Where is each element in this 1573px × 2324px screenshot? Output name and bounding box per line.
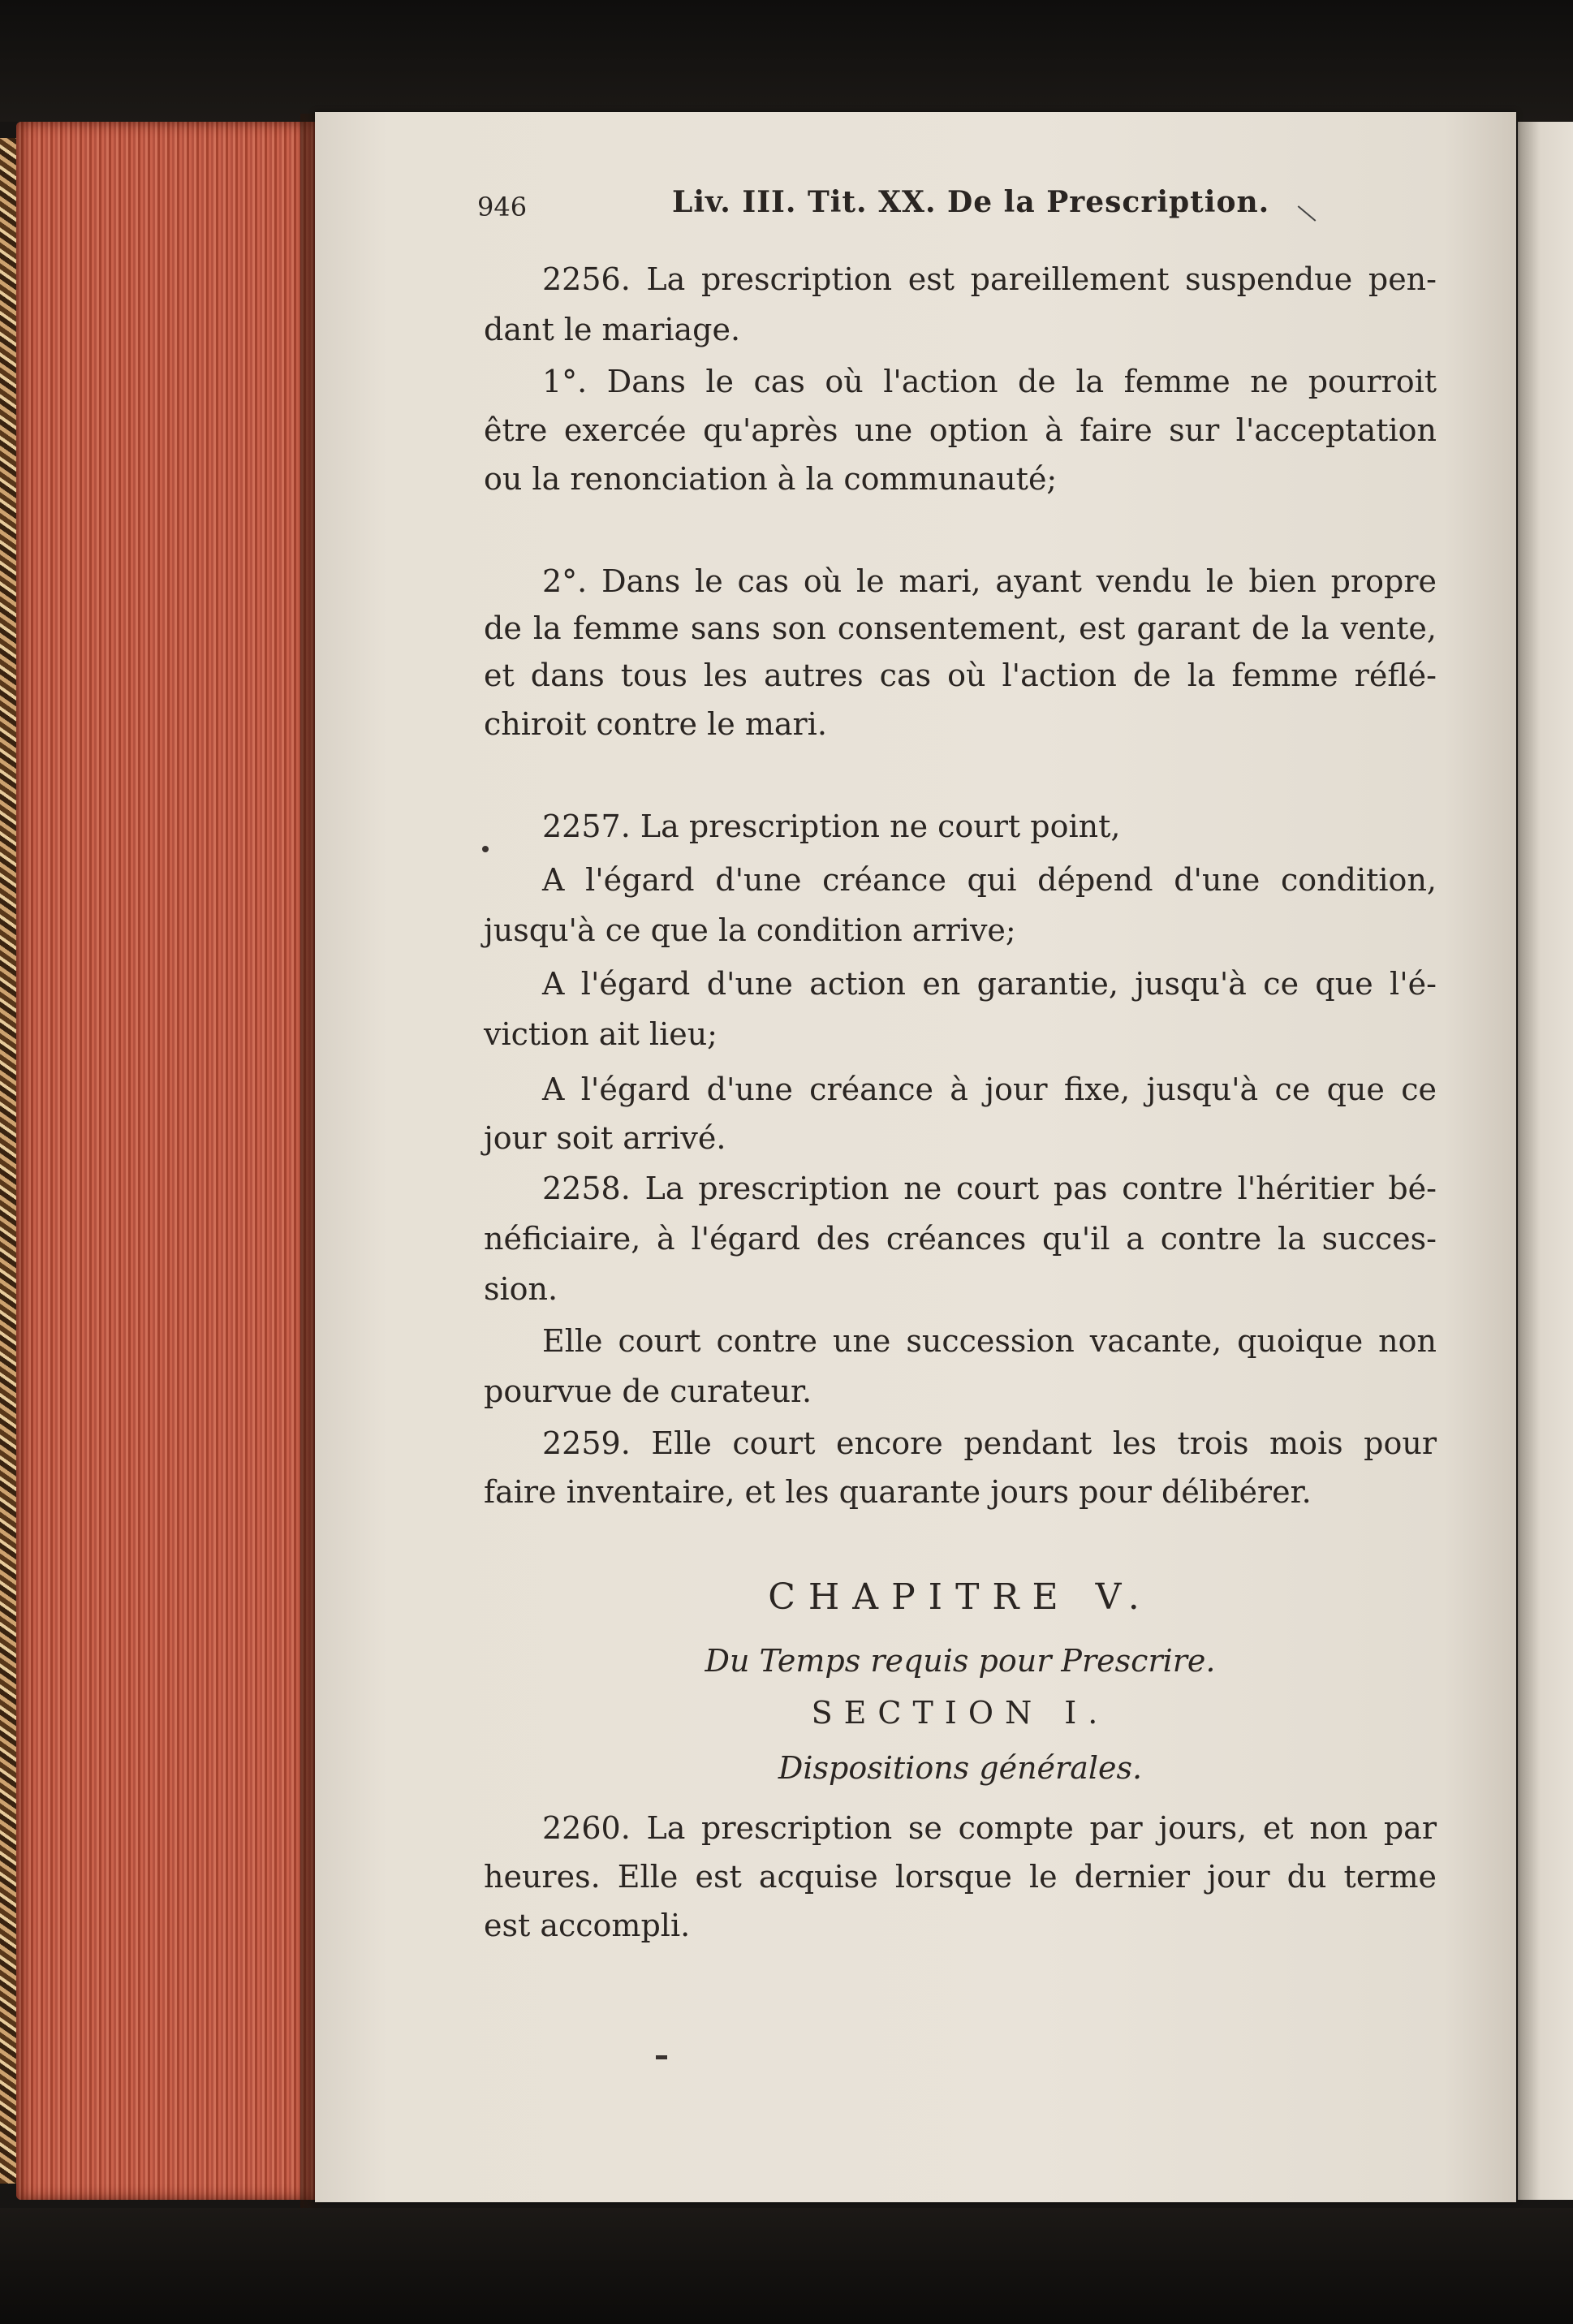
text-line: faire inventaire, et les quarante jours pour délibérer. [484, 1474, 1312, 1510]
text-line: 2259. Elle court encore pendant les trois mois pour [542, 1425, 1437, 1461]
text-line: A l'égard d'une créance à jour fixe, jusqu'à ce que ce [542, 1071, 1437, 1107]
text-line: sion. [484, 1271, 558, 1307]
text-line: 2258. La prescription ne court pas contre l'héritier bé- [542, 1171, 1437, 1206]
text-line: pourvue de curateur. [484, 1373, 812, 1409]
ink-dash [656, 2055, 667, 2059]
text-line: A l'égard d'une action en garantie, jusqu'à ce que l'é- [542, 966, 1437, 1002]
text-line: 2°. Dans le cas où le mari, ayant vendu le bien propre [542, 563, 1437, 599]
text-line: heures. Elle est acquise lorsque le dernier jour du terme [484, 1859, 1437, 1895]
text-line: être exercée qu'après une option à faire sur l'acceptation [484, 412, 1437, 448]
background-bottom [0, 2208, 1573, 2324]
text-line: 2260. La prescription se compte par jours, et non par [542, 1810, 1437, 1846]
text-line: 2256. La prescription est pareillement suspendue pen- [542, 261, 1437, 297]
text-line: viction ait lieu; [484, 1016, 718, 1052]
text-line: 1°. Dans le cas où l'action de la femme ne pourroit [542, 364, 1437, 399]
text-line: de la femme sans son consentement, est garant de la vente, [484, 610, 1437, 646]
running-head [477, 185, 1289, 234]
text-line: et dans tous les autres cas où l'action de la femme réflé- [484, 658, 1437, 693]
text-line: A l'égard d'une créance qui dépend d'une condition, [542, 862, 1437, 898]
page-number: 946 [477, 192, 528, 222]
chapter-heading: CHAPITRE V. [768, 1576, 1153, 1618]
page-edges [16, 122, 318, 2200]
text-line: est accompli. [484, 1908, 691, 1943]
section-title: Dispositions générales. [778, 1750, 1143, 1786]
text-line: dant le mariage. [484, 312, 741, 347]
facing-page-edge [1518, 122, 1573, 2200]
text-line: jour soit arrivé. [484, 1120, 726, 1156]
text-line: 2257. La prescription ne court point, [542, 808, 1121, 844]
running-title: Liv. III. Tit. XX. De la Prescription. [672, 185, 1270, 219]
text-line: jusqu'à ce que la condition arrive; [484, 912, 1016, 948]
background-top [0, 0, 1573, 122]
text-line: néficiaire, à l'égard des créances qu'il a contre la succes- [484, 1221, 1437, 1257]
text-line: Elle court contre une succession vacante, quoique non [542, 1323, 1437, 1359]
text-line: ou la renonciation à la communauté; [484, 461, 1058, 497]
text-line: chiroit contre le mari. [484, 706, 827, 742]
section-heading: SECTION I. [811, 1695, 1110, 1731]
ink-dot [482, 846, 489, 852]
chapter-title: Du Temps requis pour Prescrire. [705, 1643, 1216, 1679]
